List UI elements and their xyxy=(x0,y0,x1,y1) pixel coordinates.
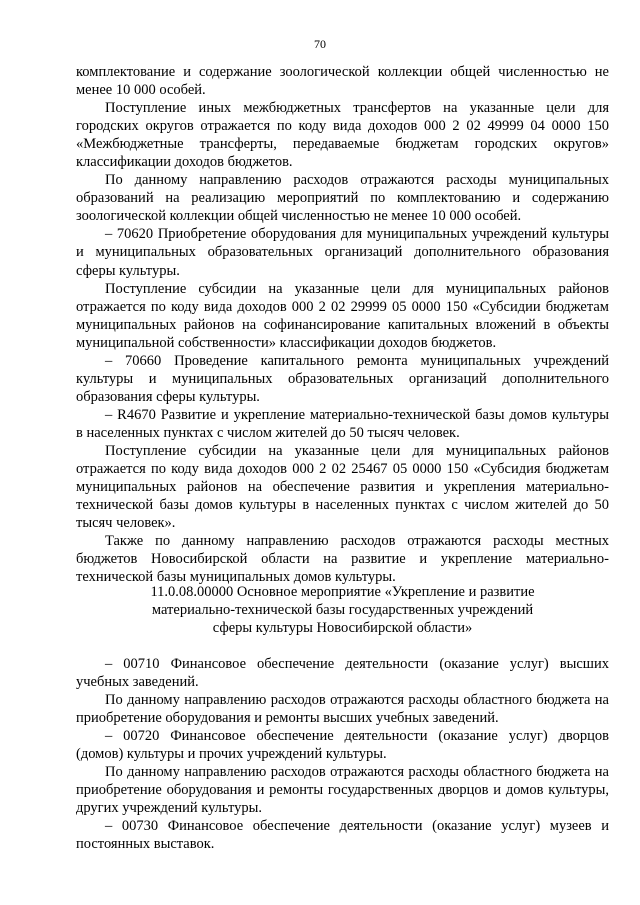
paragraph: По данному направлению расходов отражаются расходы областного бюджета на приобретение оборудования и ремонты высших учебных заведений. xyxy=(76,692,609,727)
paragraph: Поступление иных межбюджетных трансфертов на указанные цели для городских округов отражается по коду вида доходов 000 2 02 49999 04 0000 150 «Межбюджетные трансферты, передаваемые бюджетам городских округов» классификации доходов бюджетов. xyxy=(76,100,609,171)
heading-line: сферы культуры Новосибирской области» xyxy=(212,620,473,637)
paragraph-continuation: комплектование и содержание зоологической коллекции общей численностью не менее 10 000 особей. xyxy=(76,64,609,99)
heading-line: 11.0.08.00000 Основное мероприятие «Укрепление и развитие xyxy=(150,584,535,600)
paragraph-code-00710: – 00710 Финансовое обеспечение деятельности (оказание услуг) высших учебных заведений. xyxy=(76,656,609,691)
section-2-text xyxy=(76,655,609,854)
section-1-text xyxy=(76,63,609,586)
section-heading xyxy=(76,583,609,637)
paragraph: По данному направлению расходов отражаются расходы областного бюджета на приобретение оборудования и ремонты государственных дворцов и домов культуры, других учреждений культуры. xyxy=(76,764,609,817)
paragraph: Поступление субсидии на указанные цели для муниципальных районов отражается по коду вида доходов 000 2 02 25467 05 0000 150 «Субсидия бюджетам муниципальных районов на обеспечение развития и укрепления материально-технической базы домов культуры в населенных пунктах с числом жителей до 50 тысяч человек». xyxy=(76,442,609,532)
heading-line: материально-технической базы государственных учреждений xyxy=(151,602,534,619)
paragraph: По данному направлению расходов отражаются расходы муниципальных образований на реализацию мероприятий по комплектованию и содержанию зоологической коллекции общей численностью не менее 10 000 особей. xyxy=(76,172,609,225)
paragraph-code-00730: – 00730 Финансовое обеспечение деятельности (оказание услуг) музеев и постоянных выставок. xyxy=(76,818,609,853)
paragraph: Также по данному направлению расходов отражаются расходы местных бюджетов Новосибирской области на развитие и укрепление материально-технической базы муниципальных домов культуры. xyxy=(76,533,609,586)
page-number: 70 xyxy=(314,37,326,51)
paragraph-code-00720: – 00720 Финансовое обеспечение деятельности (оказание услуг) дворцов (домов) культуры и прочих учреждений культуры. xyxy=(76,728,609,763)
paragraph: Поступление субсидии на указанные цели для муниципальных районов отражается по коду вида доходов 000 2 02 29999 05 0000 150 «Субсидии бюджетам муниципальных районов на софинансирование капитальных вложений в объекты муниципальной собственности» классификации доходов бюджетов. xyxy=(76,280,609,351)
paragraph-code-r4670: – R4670 Развитие и укрепление материально-технической базы домов культуры в населенных пунктах с числом жителей до 50 тысяч человек. xyxy=(76,406,609,441)
paragraph-code-70620: – 70620 Приобретение оборудования для муниципальных учреждений культуры и муниципальных образовательных организаций дополнительного образования сферы культуры. xyxy=(76,226,609,279)
paragraph-code-70660: – 70660 Проведение капитального ремонта муниципальных учреждений культуры и муниципальных образовательных организаций дополнительного образования сферы культуры. xyxy=(76,352,609,405)
